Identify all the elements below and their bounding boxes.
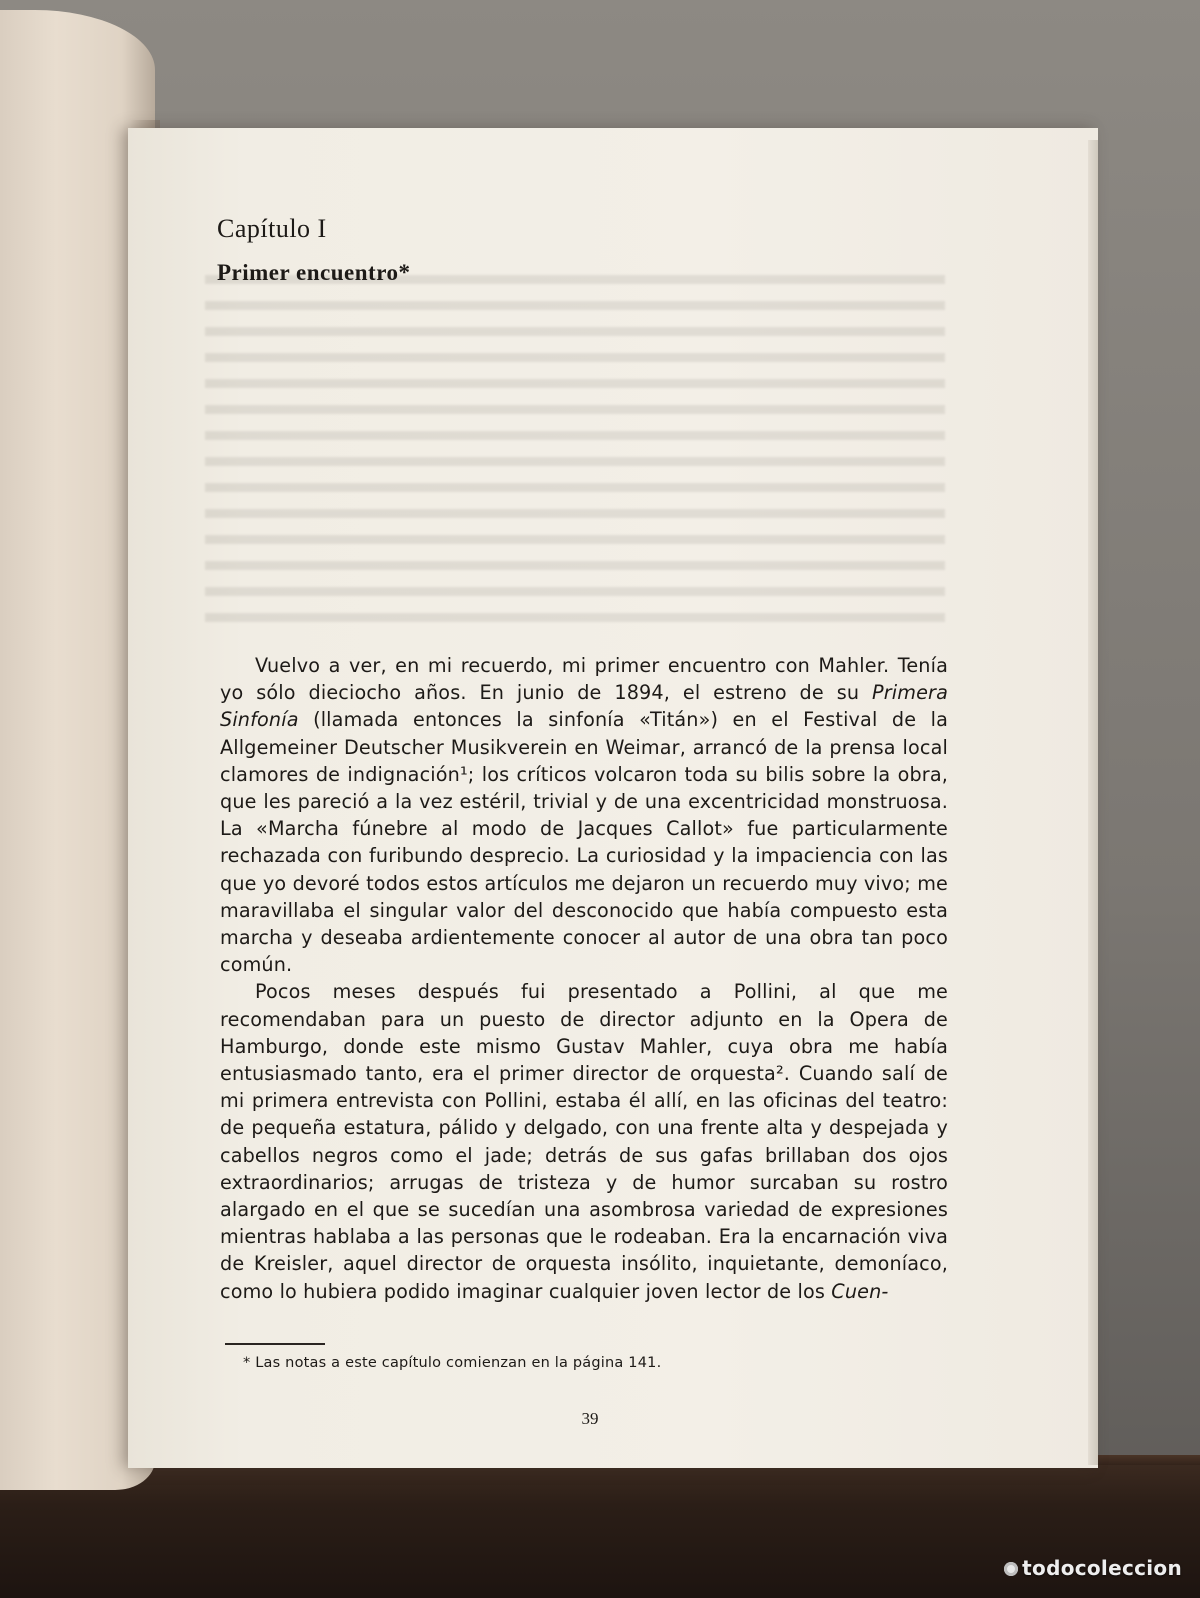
body-text [220, 652, 948, 1305]
watermark-text: todocoleccion [1022, 1556, 1182, 1580]
paragraph-1-text-b: (llamada entonces la sinfonía «Titán») en el Festival de la Allgemeiner Deutscher Musikverein en Weimar, arrancó de la prensa local clamores de indignación¹; los críticos volcaron toda su bilis sobre la obra, que les pareció a la vez estéril, trivial y de una excentricidad monstruosa. La «Marcha fúnebre al modo de Jacques Callot» fue particularmente rechazada con furibundo desprecio. La curiosidad y la impaciencia con las que yo devoré todos estos artículos me dejaron un recuerdo muy vivo; me maravillaba el singular valor del desconocido que había compuesto esta marcha y deseaba ardientemente conocer al autor de una obra tan poco común. [220, 708, 948, 977]
paragraph-1-text-a: Vuelvo a ver, en mi recuerdo, mi primer encuentro con Mahler. Tenía yo sólo dieciocho años. En junio de 1894, el estreno de su [220, 654, 948, 705]
paragraph-2-italic: Cuen- [831, 1279, 889, 1303]
paragraph-2 [220, 978, 948, 1304]
chapter-title: Primer encuentro* [217, 260, 411, 285]
circle-logo-icon [1004, 1562, 1018, 1576]
footnote-divider [225, 1343, 325, 1345]
show-through-text [205, 275, 945, 635]
paragraph-2-text-a: Pocos meses después fui presentado a Pollini, al que me recomendaban para un puesto de director adjunto en la Opera de Hamburgo, donde este mismo Gustav Mahler, cuya obra me había entusiasmado tanto, era el primer director de orquesta². Cuando salí de mi primera entrevista con Pollini, estaba él allí, en las oficinas del teatro: de pequeña estatura, pálido y delgado, con una frente alta y despejada y cabellos negros como el jade; detrás de sus gafas brillaban dos ojos extraordinarios; arrugas de tristeza y de humor surcaban su rostro alargado en el que se sucedían una asombrosa variedad de expresiones mientras hablaba a las personas que le rodeaban. Era la encarnación viva de Kreisler, aquel director de orquesta insólito, inquietante, demoníaco, como lo hubiera podido imaginar cualquier joven lector de los [220, 980, 948, 1303]
paragraph-1-italic: Primera Sinfonía [220, 681, 948, 732]
page-edge [1088, 140, 1098, 1465]
page-number: 39 [581, 1409, 599, 1428]
chapter-label: Capítulo I [217, 214, 327, 243]
footnote: * Las notas a este capítulo comienzan en la página 141. [243, 1355, 662, 1371]
paragraph-1 [220, 652, 948, 978]
left-page-bleed-text [8, 148, 132, 272]
watermark [1004, 1556, 1182, 1580]
